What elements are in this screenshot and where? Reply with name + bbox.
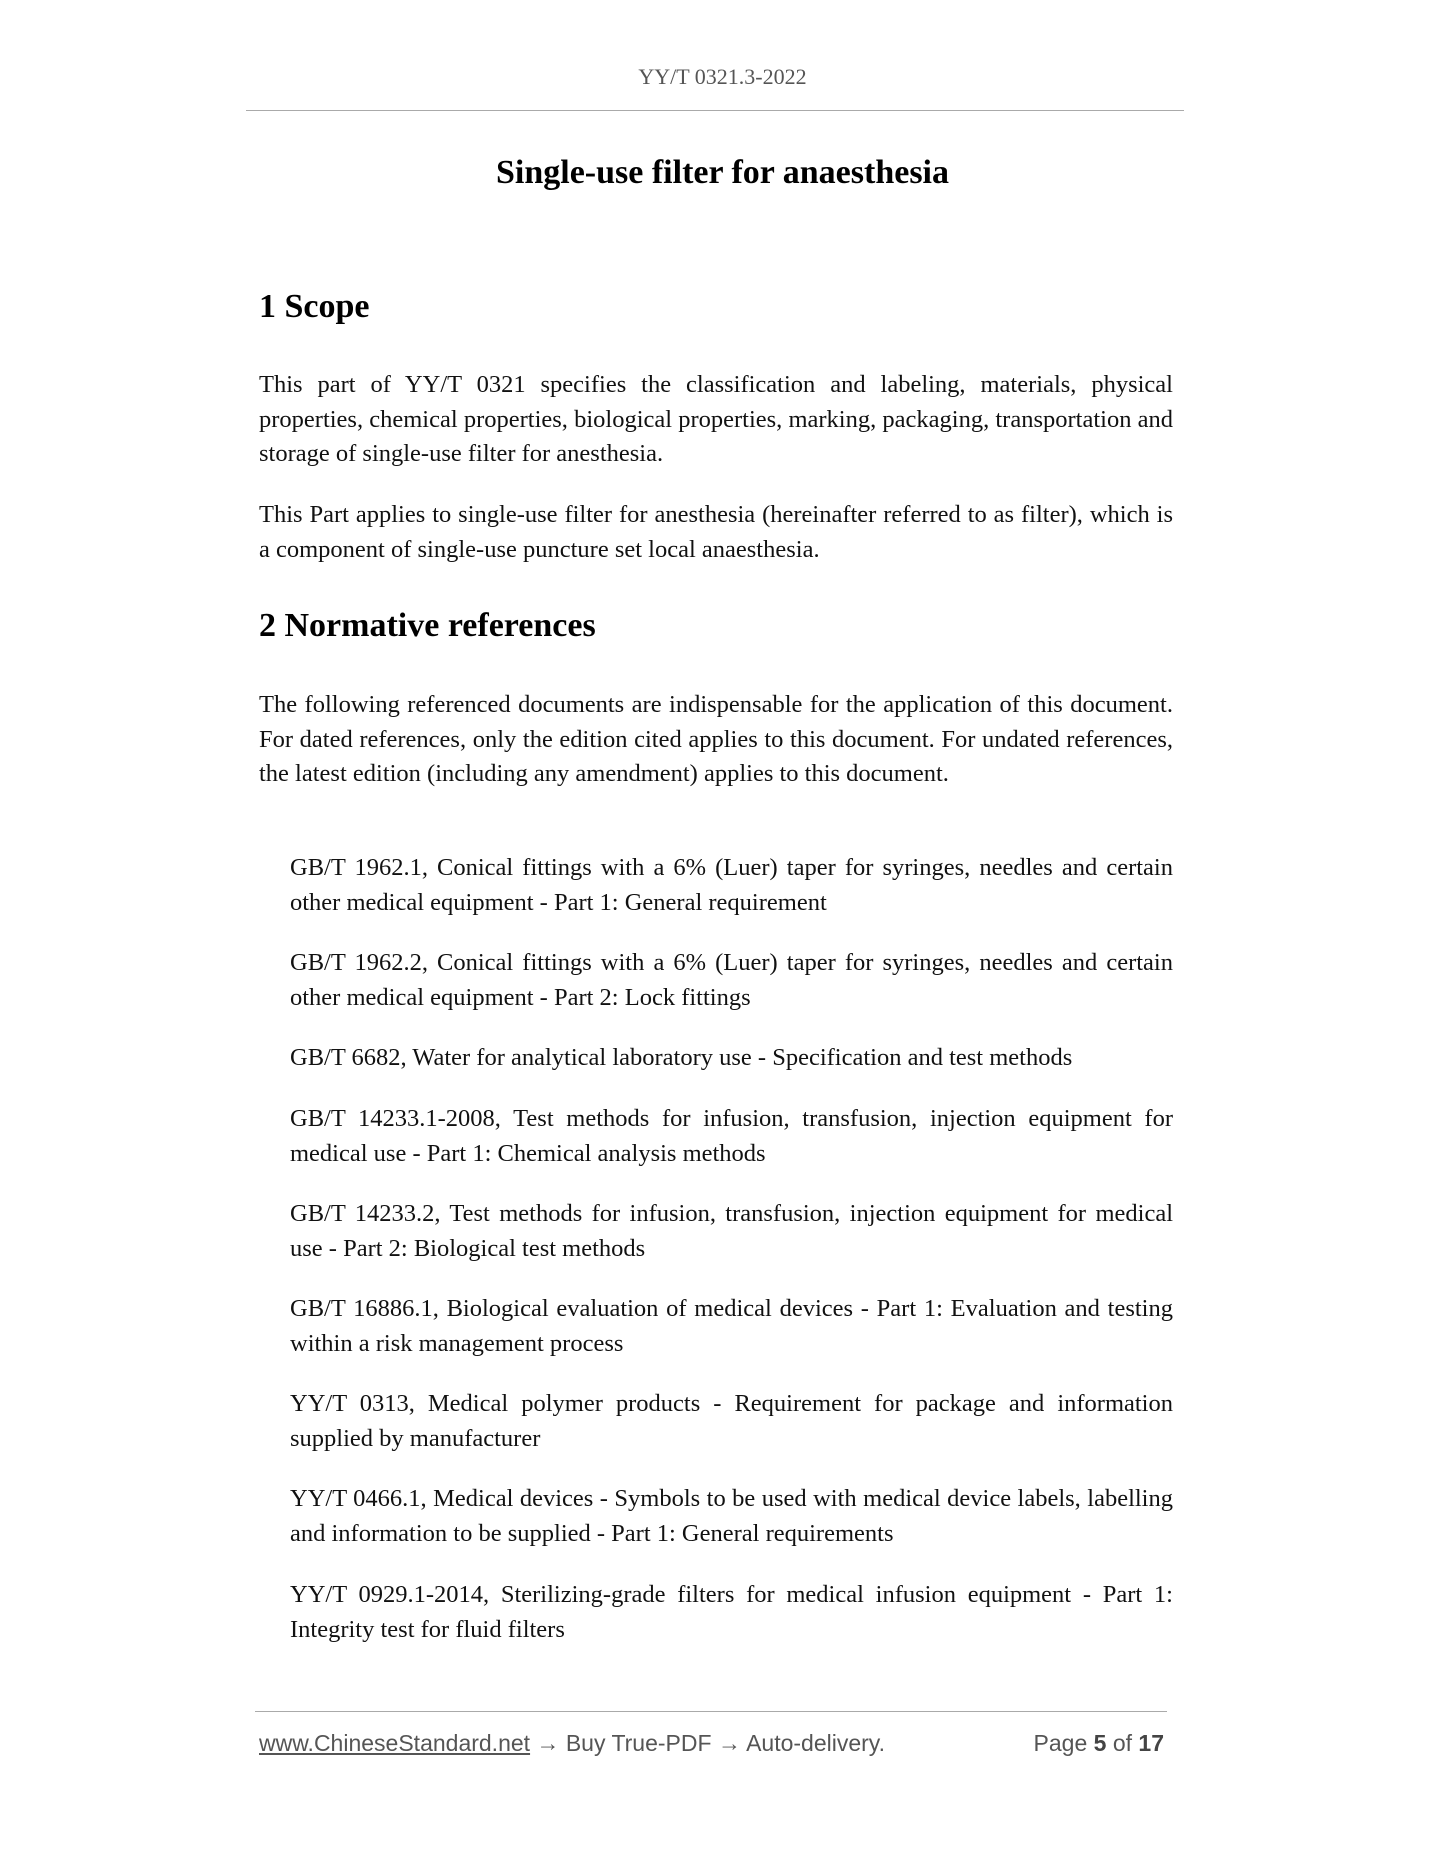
footer-step-buy: Buy True-PDF [565, 1730, 712, 1756]
site-link[interactable]: www.ChineseStandard.net [259, 1730, 531, 1756]
page-label: Page [1033, 1730, 1088, 1756]
reference-item: GB/T 1962.1, Conical fittings with a 6% (Luer) taper for syringes, needles and certain other medical equipment - Part 1: General requirement [290, 854, 1173, 916]
footer-divider [255, 1711, 1167, 1712]
reference-item: YY/T 0466.1, Medical devices - Symbols to be used with medical device labels, labelling and information to be supplied - Part 1: General requirements [290, 1485, 1173, 1547]
page-of-label: of [1112, 1730, 1133, 1756]
page-total: 17 [1138, 1730, 1164, 1756]
scope-paragraph-1: This part of YY/T 0321 specifies the classification and labeling, materials, physical properties, chemical properties, biological properties, marking, packaging, transportation and storage of single-use filter for anesthesia. [259, 371, 1173, 467]
standard-code: YY/T 0321.3-2022 [638, 64, 807, 89]
footer-step-delivery: Auto-delivery. [746, 1730, 885, 1756]
header-divider [246, 110, 1184, 111]
reference-item: YY/T 0313, Medical polymer products - Requirement for package and information supplied by manufacturer [290, 1390, 1173, 1452]
document-title: Single-use filter for anaesthesia [496, 154, 949, 191]
page-footer [259, 1730, 1164, 1762]
reference-item: GB/T 1962.2, Conical fittings with a 6% (Luer) taper for syringes, needles and certain other medical equipment - Part 2: Lock fittings [290, 949, 1173, 1011]
reference-item: GB/T 6682, Water for analytical laboratory use - Specification and test methods [290, 1044, 1073, 1071]
page-indicator [1034, 1730, 1164, 1757]
reference-item: YY/T 0929.1-2014, Sterilizing-grade filters for medical infusion equipment - Part 1: Integrity test for fluid filters [290, 1581, 1173, 1643]
footer-promo [259, 1730, 885, 1757]
reference-item: GB/T 16886.1, Biological evaluation of medical devices - Part 1: Evaluation and testing within a risk management process [290, 1295, 1173, 1357]
reference-item: GB/T 14233.2, Test methods for infusion, transfusion, injection equipment for medical use - Part 2: Biological test methods [290, 1200, 1173, 1262]
section-heading-scope: 1 Scope [259, 288, 370, 325]
page-current: 5 [1093, 1730, 1107, 1756]
arrow-right-icon: → [536, 1730, 560, 1756]
reference-item: GB/T 14233.1-2008, Test methods for infusion, transfusion, injection equipment for medical use - Part 1: Chemical analysis methods [290, 1105, 1173, 1167]
normative-references-intro: The following referenced documents are indispensable for the application of this document. For dated references, only the edition cited applies to this document. For undated references, the latest edition (including any amendment) applies to this document. [259, 691, 1173, 787]
arrow-right-icon: → [717, 1730, 741, 1756]
section-heading-normative-references: 2 Normative references [259, 607, 596, 644]
scope-paragraph-2: This Part applies to single-use filter for anesthesia (hereinafter referred to as filter), which is a component of single-use puncture set local anaesthesia. [259, 501, 1173, 563]
